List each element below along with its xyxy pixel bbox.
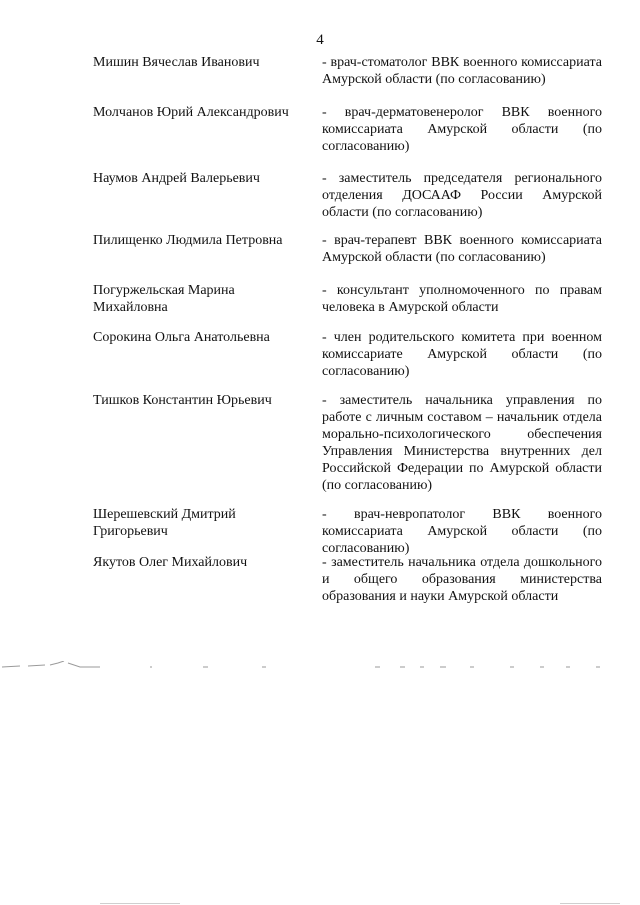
member-name: Якутов Олег Михайлович — [93, 555, 248, 570]
page-number: 4 — [316, 32, 324, 48]
member-role: - консультант уполномоченного по правам человека в Амурской области — [322, 283, 602, 315]
member-role: - заместитель председателя регионального отделения ДОСААФ России Амурской области (по согласованию) — [322, 171, 602, 220]
member-role: - заместитель начальника отдела дошкольного и общего образования министерства образования и науки Амурской области — [322, 555, 602, 604]
member-name: Шерешевский Дмитрий Григорьевич — [93, 507, 236, 539]
member-role: - врач-терапевт ВВК военного комиссариата Амурской области (по согласованию) — [322, 233, 602, 265]
member-name: Погуржельская Марина Михайловна — [93, 283, 235, 315]
member-role: - врач-стоматолог ВВК военного комиссариата Амурской области (по согласованию) — [322, 55, 602, 87]
member-name: Сорокина Ольга Анатольевна — [93, 330, 270, 345]
member-name: Тишков Константин Юрьевич — [93, 393, 272, 408]
member-name: Пилищенко Людмила Петровна — [93, 233, 283, 248]
scan-edge-mark — [560, 903, 620, 904]
member-role: - врач-невропатолог ВВК военного комиссариата Амурской области (по согласованию) — [322, 507, 602, 556]
member-role: - член родительского комитета при военном комиссариате Амурской области (по согласованию) — [322, 330, 602, 379]
member-name: Наумов Андрей Валерьевич — [93, 171, 260, 186]
member-name: Молчанов Юрий Александрович — [93, 105, 289, 120]
member-role: - врач-дерматовенеролог ВВК военного комиссариата Амурской области (по согласованию) — [322, 105, 602, 154]
scan-edge-mark — [100, 903, 180, 904]
member-role: - заместитель начальника управления по работе с личным составом – начальник отдела морально-психологического обеспечения Управления Министерства внутренних дел Российской Федерации по Амурской области (по согласованию) — [322, 393, 602, 493]
scan-artifact-line — [0, 661, 640, 669]
member-name: Мишин Вячеслав Иванович — [93, 55, 260, 70]
